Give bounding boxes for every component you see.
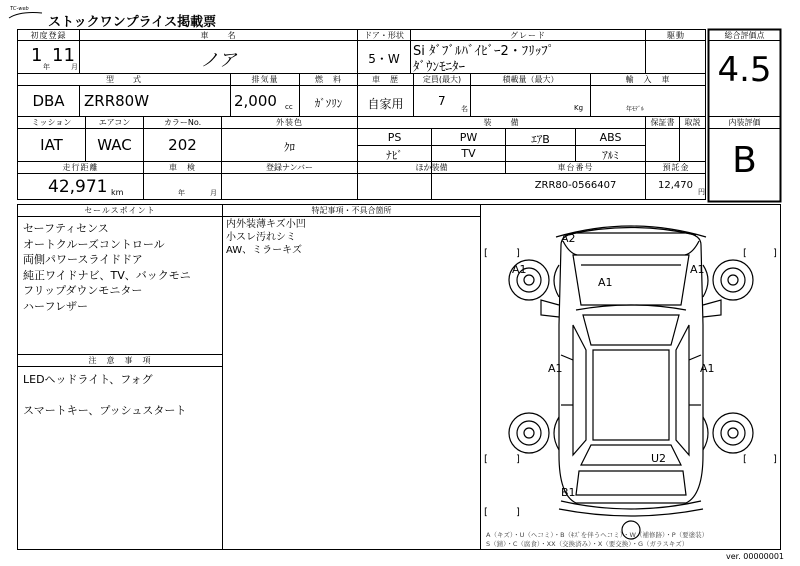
- label-equipment: 装 備: [483, 118, 520, 127]
- legend-line2: S（錆）・C（腐食）・XX（交換済み）・X（要交換）・G（ガラスキズ）: [486, 540, 689, 548]
- bracket-close: ]: [516, 248, 520, 259]
- list-item: フリップダウンモニター: [23, 284, 143, 297]
- deposit-unit: 円: [698, 188, 705, 196]
- chassis-no-value: ZRR80-0566407: [534, 180, 617, 191]
- overall-score: 4.5: [717, 50, 772, 90]
- label-displacement: 排気量: [251, 75, 279, 84]
- mark-a1-fr: A1: [690, 263, 705, 276]
- displacement-unit: cc: [285, 103, 293, 111]
- label-load: 積載量（最大）: [502, 75, 559, 84]
- insp-month-unit: 月: [210, 189, 217, 197]
- label-door-shape: ドア・形状: [364, 31, 404, 40]
- interior-score: B: [732, 140, 757, 181]
- grade-line2: ﾀﾞｳﾝﾓﾆﾀｰ: [413, 60, 465, 75]
- reg-month: 11: [52, 45, 75, 66]
- insp-year-unit: 年: [178, 189, 185, 197]
- ext-color-value: ｸﾛ: [284, 141, 295, 154]
- list-item: LEDヘッドライト、フォグ: [23, 373, 153, 386]
- mark-a1-rl: A1: [548, 362, 563, 375]
- fuel-type: ｶﾞｿﾘﾝ: [314, 97, 343, 110]
- displacement: 2,000: [234, 92, 277, 110]
- label-grade: グレード: [510, 31, 546, 40]
- list-item: 両側パワースライドドア: [23, 253, 143, 266]
- legend-line1: A（キズ）・U（ヘコミ）・B（ｷｽﾞを伴うヘコミ）・W（補修跡）・P（要塗装）: [486, 531, 709, 539]
- usage-type: 自家用: [367, 97, 404, 111]
- list-item: 内外装薄キズ小凹: [226, 219, 306, 230]
- bracket-open: [: [484, 507, 488, 518]
- notes-special-list: [226, 218, 306, 257]
- label-capacity: 定員(最大): [422, 75, 462, 84]
- door-shape: 5・W: [368, 52, 400, 66]
- mark-a1-rr: A1: [700, 362, 715, 375]
- deposit-value: 12,470: [658, 180, 693, 191]
- label-model-type: 型 式: [106, 75, 142, 84]
- label-import: 輸 入 車: [625, 75, 671, 84]
- equip-r1-c2: PW: [459, 131, 478, 144]
- label-reg-number: 登録ナンバー: [265, 163, 314, 172]
- label-car-name: 車 名: [200, 31, 237, 40]
- version-text: ver. 00000001: [726, 552, 785, 561]
- list-item: スマートキー、プッシュスタート: [23, 403, 187, 417]
- capacity-value: 7: [438, 94, 446, 108]
- mileage-value: 42,971: [48, 177, 108, 197]
- page-title: ストックワンプライス掲載票: [48, 15, 217, 30]
- mark-b1: B1: [561, 486, 576, 499]
- equip-r2-c1: ﾅﾋﾞ: [386, 149, 403, 162]
- bracket-close: ]: [773, 248, 777, 259]
- label-fuel: 燃 料: [315, 75, 342, 84]
- label-other-equipment: ほか装備: [415, 163, 448, 172]
- list-item: オートクルーズコントロール: [23, 237, 165, 251]
- bracket-close: ]: [516, 454, 520, 465]
- label-interior-score: 内装評価: [728, 118, 761, 127]
- list-item: ハーフレザー: [23, 299, 89, 313]
- label-chassis-no: 車台番号: [557, 163, 594, 172]
- label-ext-color: 外装色: [276, 118, 303, 127]
- reg-year: 1: [31, 45, 43, 66]
- label-deposit: 預託金: [662, 163, 690, 172]
- equip-r1-c4: ABS: [599, 131, 622, 144]
- label-inspection: 車 検: [169, 163, 196, 172]
- mark-u2: U2: [651, 452, 667, 465]
- label-color-no: カラーNo.: [163, 118, 202, 127]
- equip-r2-c2: TV: [461, 147, 476, 160]
- list-item: 純正ワイドナビ、TV、バックモニ: [23, 268, 191, 282]
- mark-a1-fl: A1: [512, 263, 527, 276]
- label-sales-points: セールスポイント: [84, 206, 156, 215]
- bracket-open: [: [484, 454, 488, 465]
- label-drive: 駆動: [667, 31, 685, 40]
- aircon-value: WAC: [97, 136, 132, 154]
- reg-month-unit: 月: [71, 63, 78, 71]
- grade-line1: Si ﾀﾞﾌﾞﾙﾊﾞｲﾋﾞｰ2・ﾌﾘｯﾌﾟ: [413, 44, 555, 59]
- label-cautions: 注 意 事 項: [88, 356, 152, 365]
- car-name: ノア: [200, 50, 237, 71]
- equip-r1-c1: PS: [387, 131, 402, 144]
- list-item: 小スレ汚れシミ: [226, 232, 296, 243]
- load-unit: Kg: [574, 104, 584, 112]
- mission-value: IAT: [40, 136, 63, 154]
- reg-year-unit: 年: [43, 63, 50, 71]
- model-prefix: DBA: [32, 92, 65, 110]
- label-notes-special: 特記事項・不具合箇所: [311, 206, 392, 215]
- label-aircon: エアコン: [98, 118, 131, 127]
- model-code: ZRR80W: [84, 92, 150, 110]
- color-no-value: 202: [168, 136, 197, 154]
- bracket-close: ]: [516, 507, 520, 518]
- equip-r1-c3: ｴｱB: [531, 133, 550, 146]
- label-mileage: 走行距離: [62, 163, 99, 172]
- label-warranty: 保証書: [650, 118, 675, 127]
- label-first-reg: 初度登録: [30, 31, 67, 40]
- label-overall-score: 総合評価点: [724, 31, 765, 40]
- mileage-unit: km: [111, 188, 124, 197]
- capacity-unit: 名: [461, 105, 468, 113]
- sales-points-list: [23, 221, 191, 314]
- equip-r2-c4: ｱﾙﾐ: [602, 149, 619, 162]
- label-manual: 取説: [684, 118, 701, 127]
- list-item: AW、ミラーキズ: [226, 245, 302, 256]
- logo-text: TC-web: [10, 6, 29, 12]
- cautions-list: [23, 372, 186, 418]
- label-usage: 車 歴: [372, 75, 399, 84]
- car-damage-diagram: [481, 205, 780, 549]
- list-item: セーフティセンス: [23, 222, 109, 235]
- list-item: [23, 388, 186, 403]
- mark-a2-top: A2: [561, 232, 576, 245]
- bracket-open: [: [743, 248, 747, 259]
- label-mission: ミッション: [31, 118, 72, 127]
- bracket-open: [: [484, 248, 488, 259]
- import-unit: 年ﾓﾃﾞﾙ: [626, 106, 645, 113]
- bracket-open: [: [743, 454, 747, 465]
- mark-a1-front: A1: [598, 276, 613, 289]
- bracket-close: ]: [773, 454, 777, 465]
